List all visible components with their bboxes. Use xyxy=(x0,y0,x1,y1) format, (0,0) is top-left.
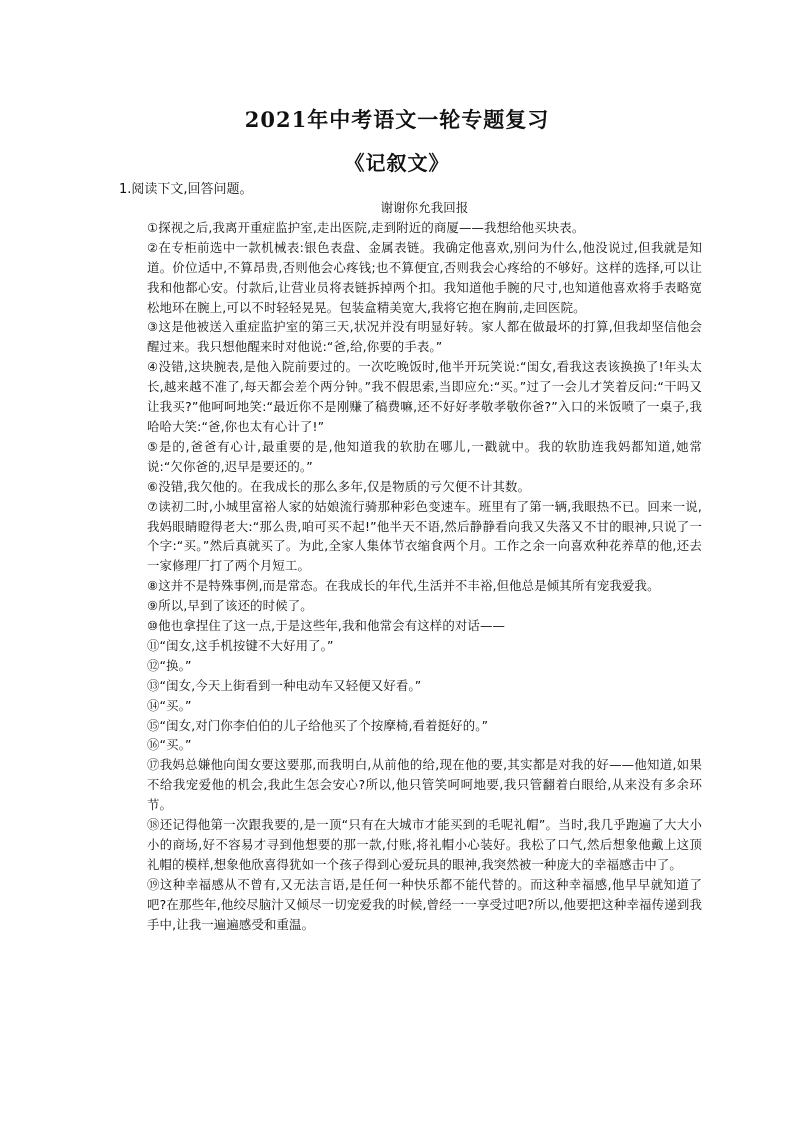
paragraph: ⑧这并不是特殊事例,而是常态。在我成长的年代,生活并不丰裕,但他总是倾其所有宠我爱我。 xyxy=(147,578,660,594)
article-title: 谢谢你允我回报 xyxy=(380,200,469,215)
paragraph: ⑱还记得他第一次跟我要的,是一顶“只有在大城市才能买到的毛呢礼帽”。当时,我几乎跑遍了大大小小的商场,好不容易才寻到他想要的那一款,付账,将礼帽小心装好。我松了口气,然后想象他戴上这顶礼帽的模样,想象他欣喜得犹如一个孩子得到心爱玩具的眼神,我突然被一种庞大的幸福感击中了。 xyxy=(147,817,702,872)
paragraph: ⑤是的,爸爸有心计,最重要的是,他知道我的软肋在哪儿,一戳就中。我的软肋连我妈都知道,她常说:“欠你爸的,迟早是要还的。” xyxy=(147,438,702,474)
paragraph: ⑦读初二时,小城里富裕人家的姑娘流行骑那种彩色变速车。班里有了第一辆,我眼热不已。回来一说,我妈眼睛瞪得老大:“那么贵,咱可买不起!”他半天不语,然后静静看向我又失落又不甘的眼神,只说了一个字:“买。”然后真就买了。为此,全家人集体节衣缩食两个月。工作之余一向喜欢种花养草的他,还去一家修理厂打了两个月短工。 xyxy=(147,498,702,574)
article xyxy=(147,198,702,935)
document-title: 2021年中考语文一轮专题复习 xyxy=(244,107,550,132)
dialogue-line: ⑯“买。” xyxy=(147,737,192,753)
paragraph: ⑲这种幸福感从不曾有,又无法言语,是任何一种快乐都不能代替的。而这种幸福感,他早早就知道了吧?在那些年,他绞尽脑汁又倾尽一切宠爱我的时候,曾经一一享受过吧?所以,他要把这种幸福传递到我手中,让我一遍遍感受和重温。 xyxy=(147,876,702,932)
paragraph: ③这是他被送入重症监护室的第三天,状况并没有明显好转。家人都在做最坏的打算,但我却坚信他会醒过来。我只想他醒来时对他说:“爸,给,你要的手表。” xyxy=(147,319,702,355)
paragraph: ②在专柜前选中一款机械表:银色表盘、金属表链。我确定他喜欢,别问为什么,他没说过,但我就是知道。价位适中,不算昂贵,否则他会心疼钱;也不算便宜,否则我会心疼给的不够好。这样的选择,可以让我和他都心安。付款后,让营业员将表链拆掉两个扣。我知道他手腕的尺寸,也知道他喜欢将手表略宽松地环在腕上,可以不时轻轻晃晃。包装盒精美宽大,我将它抱在胸前,走回医院。 xyxy=(147,239,702,315)
paragraph: ⑩他也拿捏住了这一点,于是这些年,我和他常会有这样的对话—— xyxy=(147,618,506,634)
paragraph: ①探视之后,我离开重症监护室,走出医院,走到附近的商厦——我想给他买块表。 xyxy=(147,219,585,235)
dialogue-line: ⑭“买。” xyxy=(147,697,192,713)
document-subtitle: 《记叙文》 xyxy=(344,151,450,175)
dialogue-line: ⑫“换。” xyxy=(147,657,192,673)
dialogue-line: ⑪“闺女,这手机按键不大好用了。” xyxy=(147,637,334,653)
question-prompt: 1.阅读下文,回答问题。 xyxy=(119,182,253,197)
paragraph: ⑨所以,早到了该还的时候了。 xyxy=(147,598,313,614)
paragraph: ④没错,这块腕表,是他入院前要过的。一次吃晚饭时,他半开玩笑说:“闺女,看我这表该换换了!年头太长,越来越不准了,每天都会差个两分钟。”我不假思索,当即应允:“买。”过了一会儿才笑着反问:“干吗又让我买?”他呵呵地笑:“最近你不是刚赚了稿费嘛,还不好好孝敬孝敬你爸?”入口的米饭喷了一桌子,我哈哈大笑:“爸,你也太有心计了!” xyxy=(147,359,702,434)
paragraph: ⑥没错,我欠他的。在我成长的那么多年,仅是物质的亏欠便不计其数。 xyxy=(147,478,531,494)
dialogue-line: ⑮“闺女,对门你李伯伯的儿子给他买了个按摩椅,看着挺好的。” xyxy=(147,717,489,733)
dialogue-line: ⑬“闺女,今天上街看到一种电动车又轻便又好看。” xyxy=(147,677,422,693)
paragraph: ⑰我妈总嫌他向闺女要这要那,而我明白,从前他的给,现在他的要,其实都是对我的好——他知道,如果不给我宠爱他的机会,我此生怎会安心?所以,他只管笑呵呵地要,我只管翻着白眼给,从来没有多余环节。 xyxy=(147,757,702,813)
